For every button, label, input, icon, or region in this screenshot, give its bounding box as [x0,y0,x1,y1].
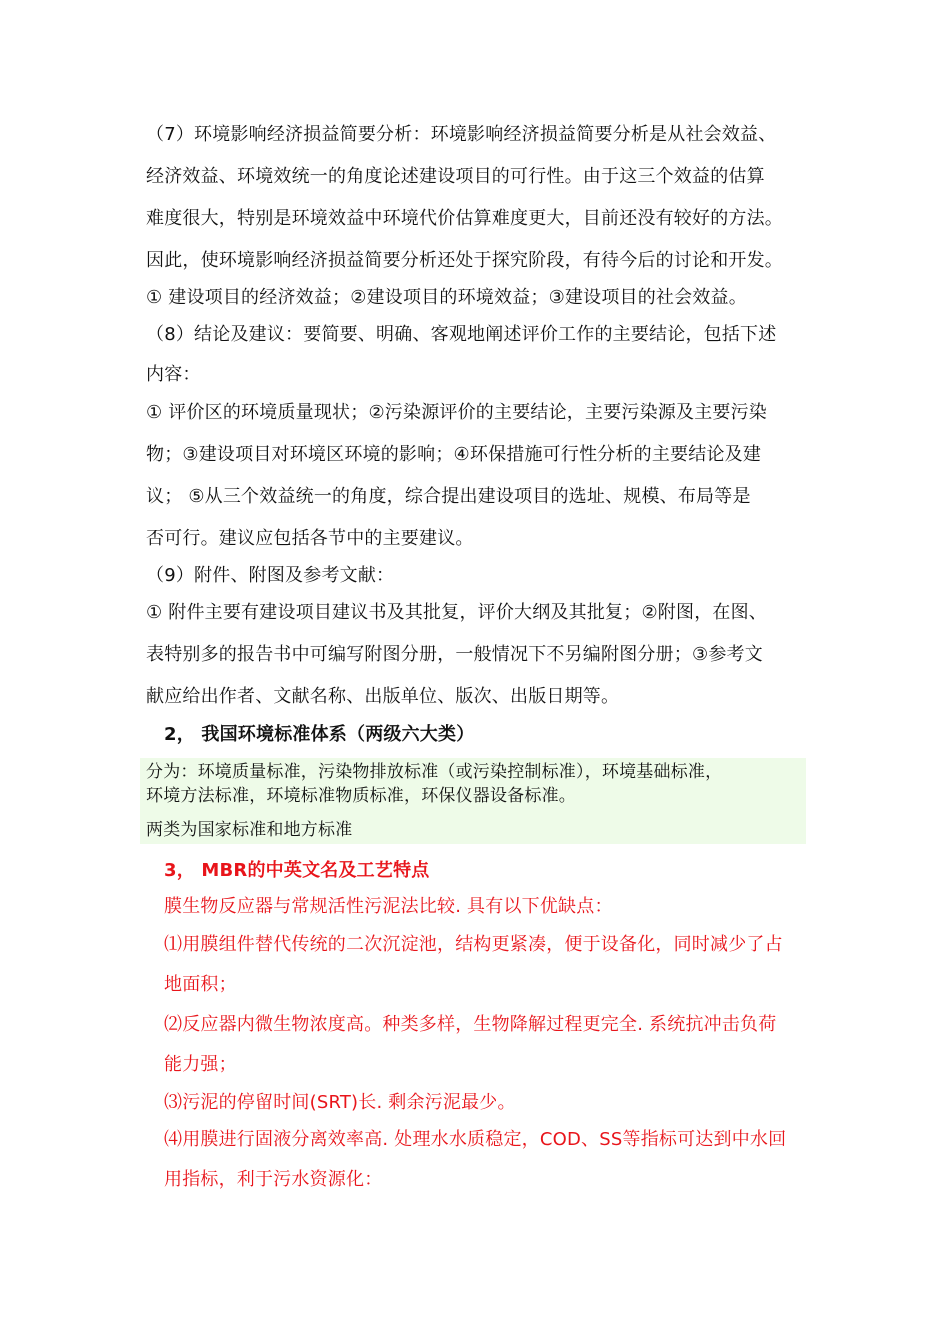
text-line: ⑵反应器内微生物浓度高。种类多样，生物降解过程更完全. 系统抗冲击负荷 [164,1014,777,1035]
text-line: 膜生物反应器与常规活性污泥法比较. 具有以下优缺点： [164,896,613,917]
text-line: 内容： [146,364,201,385]
text-line: ① 附件主要有建设项目建议书及其批复，评价大纲及其批复；②附图，在图、 [146,602,767,623]
text-line: ① 建设项目的经济效益；②建设项目的环境效益；③建设项目的社会效益。 [146,287,747,308]
text-line: 用指标，利于污水资源化： [164,1169,383,1190]
text-line: 两类为国家标准和地方标准 [146,820,353,840]
text-line: （7）环境影响经济损益简要分析：环境影响经济损益简要分析是从社会效益、 [146,124,777,145]
text-line: 分为：环境质量标准，污染物排放标准（或污染控制标准），环境基础标准， [146,762,723,782]
shaded-block [140,758,806,844]
text-line: 表特别多的报告书中可编写附图分册，一般情况下不另编附图分册；③参考文 [146,644,763,665]
text-line: ⑷用膜进行固液分离效率高. 处理水水质稳定，COD、SS等指标可达到中水回 [164,1129,787,1150]
text-line: ① 评价区的环境质量现状；②污染源评价的主要结论，主要污染源及主要污染 [146,402,767,423]
text-line: 难度很大，特别是环境效益中环境代价估算难度更大，目前还没有较好的方法。 [146,208,783,229]
text-line: 经济效益、环境效统一的角度论述建设项目的可行性。由于这三个效益的估算 [146,166,765,187]
text-line: 议； ⑤从三个效益统一的角度，综合提出建设项目的选址、规模、布局等是 [146,486,751,507]
text-line: 环境方法标准，环境标准物质标准，环保仪器设备标准。 [146,786,576,806]
text-line: 献应给出作者、文献名称、出版单位、版次、出版日期等。 [146,686,620,707]
text-line: ⑴用膜组件替代传统的二次沉淀池，结构更紧凑，便于设备化，同时减少了占 [164,934,783,955]
text-line: （9）附件、附图及参考文献： [146,565,395,586]
section-2-heading: 2， 我国环境标准体系（两级六大类） [164,724,475,745]
text-line: 因此，使环境影响经济损益简要分析还处于探究阶段，有待今后的讨论和开发。 [146,250,783,271]
text-line: 物；③建设项目对环境区环境的影响；④环保措施可行性分析的主要结论及建 [146,444,762,465]
text-line: 否可行。建议应包括各节中的主要建议。 [146,528,474,549]
text-line: ⑶污泥的停留时间(SRT)长. 剩余污泥最少。 [164,1092,516,1113]
section-3-heading: 3， MBR的中英文名及工艺特点 [164,860,430,881]
text-line: 地面积； [164,974,237,995]
text-line: 能力强； [164,1054,237,1075]
text-line: （8）结论及建议：要简要、明确、客观地阐述评价工作的主要结论，包括下述 [146,324,777,345]
